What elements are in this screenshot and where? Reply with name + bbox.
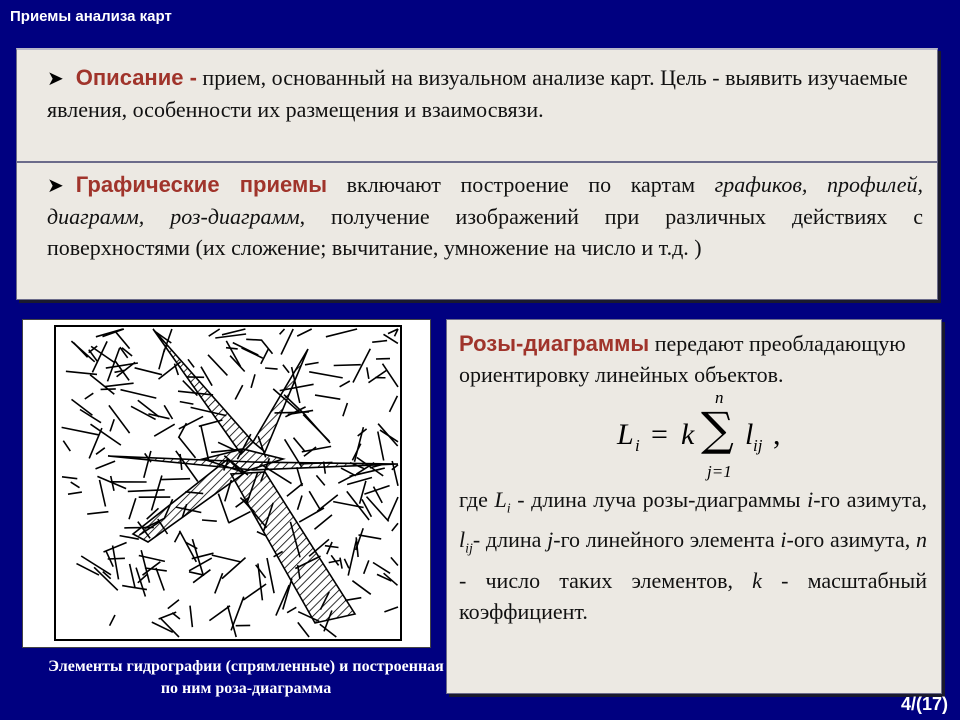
arrow-bullet-icon: ➤ xyxy=(47,173,64,197)
rose-diagram-panel xyxy=(446,319,942,694)
stream-segment xyxy=(162,479,191,480)
formula-term-sub: ij xyxy=(753,436,763,455)
rose-description-part: i xyxy=(506,501,511,517)
rose-diagram-text: передают преобладающую ориентировку линейных объектов. xyxy=(459,331,906,387)
graphic-methods-panel xyxy=(16,162,938,300)
rose-description-part: L xyxy=(494,487,507,512)
stream-segment xyxy=(334,365,361,366)
formula-equals: = xyxy=(651,418,668,451)
figure-caption: Элементы гидрографии (спрямленные) и построенная по ним роза-диаграмма xyxy=(48,658,444,697)
page-number: 4/(17) xyxy=(900,694,948,714)
formula-sum-lower: j=1 xyxy=(707,462,732,481)
stream-segment xyxy=(108,558,125,559)
formula-sum-upper: n xyxy=(715,388,724,407)
graphic-methods-text: включают построение по картам xyxy=(327,172,715,197)
rose-description-part: ij xyxy=(465,541,473,557)
rose-description-part: -ого азимута, xyxy=(786,527,917,553)
slide-title: Приемы анализа карт xyxy=(10,8,172,25)
stream-segment xyxy=(265,368,278,369)
rose-description-part: - масштабный коэффициент. xyxy=(459,567,927,624)
stream-segment xyxy=(246,339,262,340)
rose-description-part: -го азимута, xyxy=(813,487,927,512)
description-panel xyxy=(16,48,938,162)
rose-diagram-figure xyxy=(22,319,431,648)
graphic-methods-text-end: , получение изображений при различных действиях с поверхностями (их сложение; вычитание, умножение на число и т.д. ) xyxy=(47,204,924,260)
rose-description-part: - число таких элементов, xyxy=(459,567,753,593)
formula-lhs: L xyxy=(617,418,634,451)
formula-k: k xyxy=(681,418,695,451)
formula-lhs-sub: i xyxy=(635,436,640,455)
rose-description-part: i xyxy=(780,527,787,553)
rose-diagram-term: Розы-диаграммы xyxy=(459,331,650,356)
rose-description-part: -го линейного элемента xyxy=(553,527,781,553)
rose-diagram-formula xyxy=(459,388,927,484)
rose-description-part: где xyxy=(459,487,495,512)
arrow-bullet-icon: ➤ xyxy=(47,66,64,90)
rose-description-part: n xyxy=(916,527,928,553)
graphic-methods-term: Графические приемы xyxy=(75,172,328,197)
rose-description-part: i xyxy=(807,487,814,512)
formula-term: l xyxy=(745,418,754,451)
rose-diagram-intro xyxy=(459,328,927,390)
hydrography-rose-diagram-image xyxy=(53,324,403,642)
description-term: Описание - xyxy=(75,65,197,90)
description-text: прием, основанный на визуальном анализе карт. Цель - выявить изучаемые явления, особенности их размещения и взаимосвязи. xyxy=(47,65,908,122)
rose-diagram-description xyxy=(459,484,927,627)
formula-comma: , xyxy=(773,418,781,451)
graphic-methods-italic: графиков, профилей, диаграмм, роз-диаграмм xyxy=(47,172,923,229)
description-paragraph xyxy=(47,62,923,125)
rose-description-part: j xyxy=(547,527,554,553)
rose-description-part: k xyxy=(752,567,762,593)
formula-sum-sign: ∑ xyxy=(701,402,734,456)
rose-description-part: - длина xyxy=(472,527,548,553)
graphic-methods-paragraph xyxy=(47,169,923,263)
rose-description-part: - длина луча розы-диаграммы xyxy=(510,487,808,512)
rose-description-part: l xyxy=(459,527,466,553)
stream-segment xyxy=(101,389,116,390)
